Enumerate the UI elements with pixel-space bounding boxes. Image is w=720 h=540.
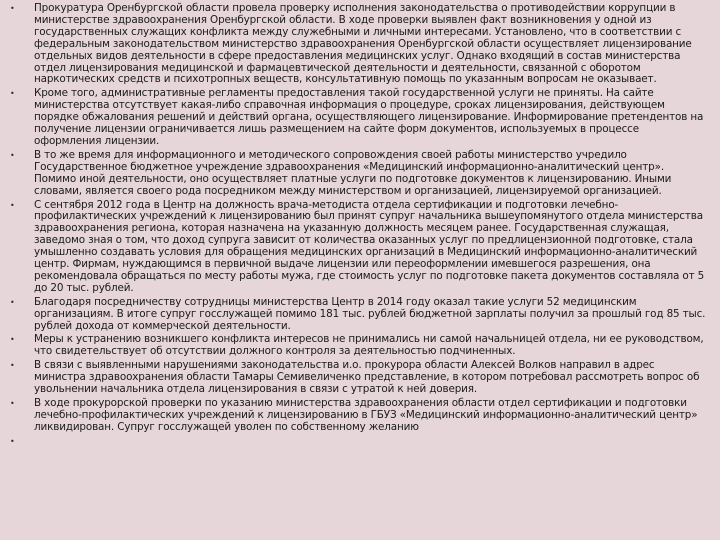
bullet-icon: • <box>10 399 15 408</box>
list-item <box>0 200 720 295</box>
list-item <box>0 360 720 396</box>
bullet-icon: • <box>10 200 15 210</box>
bullet-icon: • <box>10 361 15 371</box>
paragraph-text: Благодаря посредничеству сотрудницы министерства Центр в 2014 году оказал такие услуги 52 медицинским организациям. В итоге супруг госслужащей помимо 181 тыс. рублей бюджетной зарплаты получил за прошлый год 85 тыс. рублей дохода от коммерческой деятельности. <box>34 295 706 332</box>
bullet-list <box>0 3 720 450</box>
list-item <box>0 297 720 333</box>
paragraph-text: Прокуратура Оренбургской области провела проверку исполнения законодательства о противодействии коррупции в министерстве здравоохранения Оренбургской области. В ходе проверки выявлен факт возникновения у одной из государственных служащих конфликта между служебными и личными интересами. Установлено, что в соответствии с федеральным законодательством министерство здравоохранения Оренбургской области осуществляет лицензирование отдельных видов деятельности в сфере предоставления медицинских услуг. Однако входящий в состав министерства отдел лицензирования медицинской и фармацевтической деятельности и деятельности, связанной с оборотом наркотических средств и психотропных веществ, консультативную помощь по указанным вопросам не оказывает. <box>34 2 692 86</box>
paragraph-text: С сентября 2012 года в Центр на должность врача-методиста отдела сертификации и подготовки лечебно-профилактических учреждений к лицензированию был принят супруг начальника вышеупомянутого отдела министерства здравоохранения региона, которая назначена на указанную должность месяцем ранее. Государственная служащая, заведомо зная о том, что доход супруга зависит от количества оказанных услуг по предлицензионной подготовке, стала умышленно создавать условия для обращения медицинских организаций в Медицинский информационно-аналитический центр. Фирмам, нуждающимся в первичной выдаче лицензии или переоформлении имевшегося разрешения, она рекомендовала обращаться по месту работы мужа, где стоимость услуг по подготовке пакета документов составляла от 5 до 20 тыс. рублей. <box>34 198 705 294</box>
paragraph-text: Кроме того, административные регламенты предоставления такой государственной услуги не приняты. На сайте министерства отсутствует какая-либо справочная информация о процедуре, сроках лицензирования, действующем порядке обжалования решений и действий органа, осуществляющего лицензирование. Информирование претендентов на получение лицензии ограничивается лишь размещением на сайте форм документов, используемых в процессе оформления лицензии. <box>34 87 704 147</box>
bullet-icon: • <box>10 150 15 160</box>
bullet-icon: • <box>10 436 15 446</box>
list-item <box>0 398 720 434</box>
paragraph-text: В связи с выявленными нарушениями законодательства и.о. прокурора области Алексей Волков направил в адрес министра здравоохранения области Тамары Семивеличенко представление, в котором потребовал рассмотреть вопрос об увольнении начальника отдела лицензирования в связи с утратой к ней доверия. <box>34 359 700 396</box>
list-item <box>0 88 720 148</box>
empty-list-item <box>0 436 720 448</box>
bullet-icon: • <box>10 297 15 307</box>
bullet-icon: • <box>10 4 15 13</box>
paragraph-text: Меры к устранению возникшего конфликта интересов не принимались ни самой начальницей отдела, ни ее руководством, что свидетельствует об отсутствии должного контроля за деятельностью подчиненных. <box>34 333 704 358</box>
paragraph-text: В то же время для информационного и методического сопровождения своей работы министерство учредило Государственное бюджетное учреждение здравоохранения «Медицинский информационно-аналитический центр». Помимо иной деятельности, оно осуществляет платные услуги по подготовке документов к лицензированию. Иными словами, является своего рода посредником между министерством и организацией, лицензируемой организацией. <box>34 148 672 197</box>
bullet-icon: • <box>10 89 15 99</box>
bullet-icon: • <box>10 335 15 345</box>
list-item <box>0 150 720 198</box>
list-item <box>0 3 720 86</box>
list-item <box>0 334 720 358</box>
paragraph-text: В ходе прокурорской проверки по указанию министерства здравоохранения области отдел сертификации и подготовки лечебно-профилактических учреждений к лицензированию в ГБУЗ «Медицинский информационно-аналитический центр» ликвидирован. Супруг госслужащей уволен по собственному желанию <box>34 397 698 433</box>
